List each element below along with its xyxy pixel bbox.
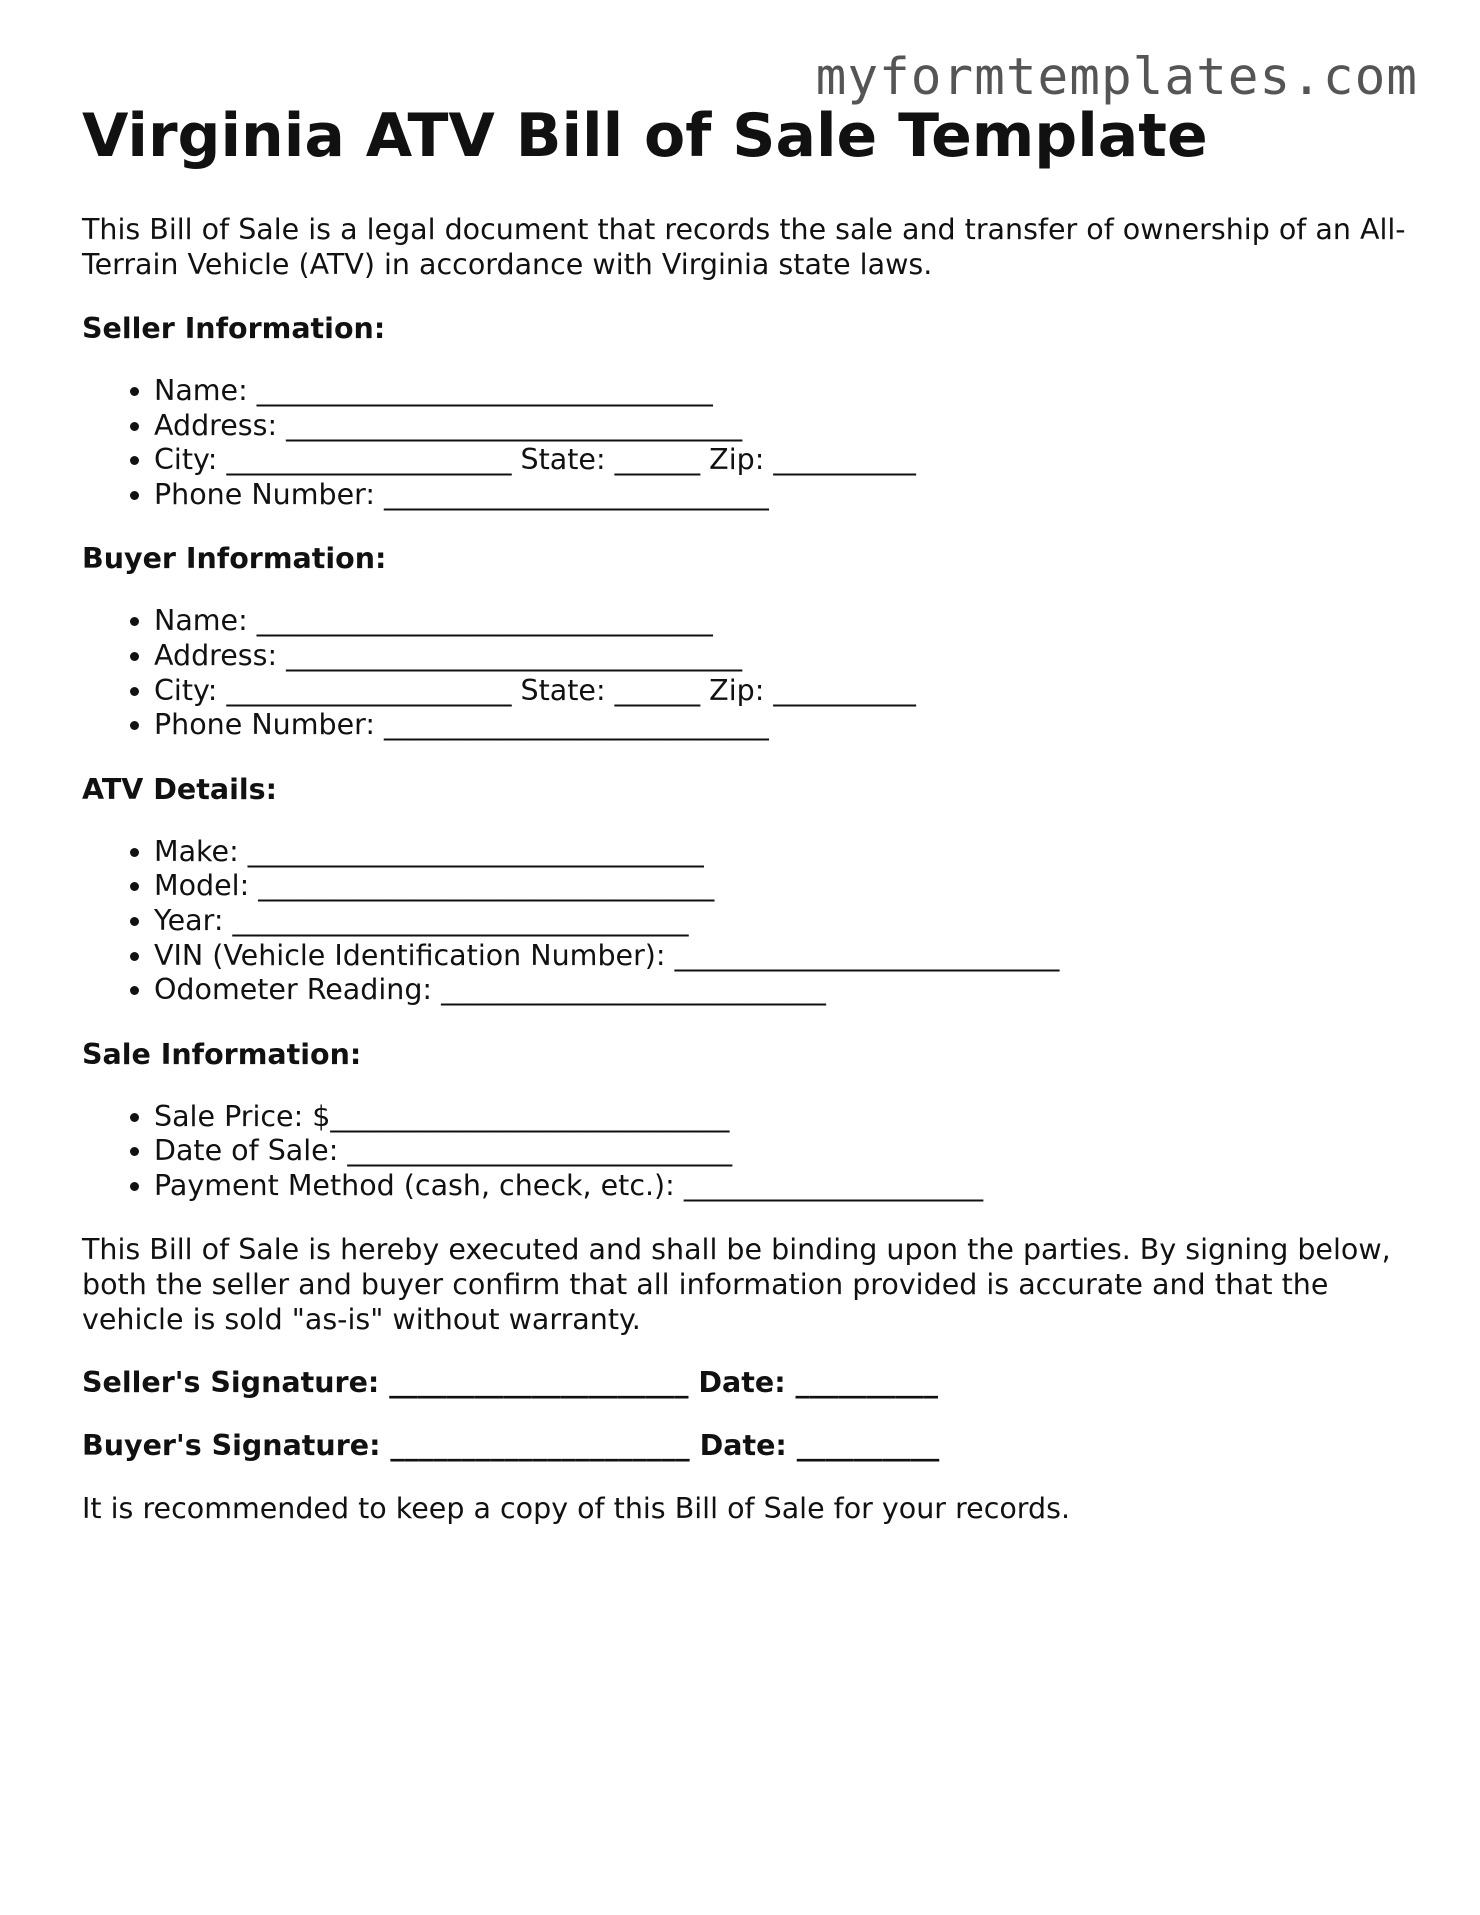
buyer-signature-line: Buyer's Signature: _____________________ Date: __________ bbox=[82, 1428, 940, 1462]
site-watermark: myformtemplates.com bbox=[815, 48, 1418, 107]
seller-phone-field: • Phone Number: ___________________________ bbox=[154, 478, 1412, 513]
closing-paragraph: This Bill of Sale is hereby executed and shall be binding upon the parties. By signing below, both the seller and buyer confirm that all information provided is accurate and that the vehicle is sold "as-is" without warranty. bbox=[82, 1232, 1391, 1336]
buyer-phone-field: • Phone Number: ___________________________ bbox=[154, 708, 1412, 743]
payment-method-field: • Payment Method (cash, check, etc.): _____________________ bbox=[154, 1169, 1412, 1204]
sale-price-field: • Sale Price: $____________________________ bbox=[154, 1100, 1412, 1135]
sale-field-list bbox=[82, 1100, 1412, 1204]
atv-make-field: • Make: ________________________________ bbox=[154, 835, 1412, 870]
seller-section-heading: Seller Information: bbox=[82, 312, 386, 345]
page-title: Virginia ATV Bill of Sale Template bbox=[82, 101, 1208, 171]
atv-year-field: • Year: ________________________________ bbox=[154, 904, 1412, 939]
seller-signature-line: Seller's Signature: _____________________ Date: __________ bbox=[82, 1365, 939, 1399]
document-page bbox=[82, 100, 1412, 1526]
atv-vin-field: • VIN (Vehicle Identification Number): ___________________________ bbox=[154, 939, 1412, 974]
seller-name-field: • Name: ________________________________ bbox=[154, 374, 1412, 409]
sale-section-heading: Sale Information: bbox=[82, 1037, 362, 1071]
recommendation-note: It is recommended to keep a copy of this Bill of Sale for your records. bbox=[82, 1491, 1071, 1525]
seller-city-state-zip-field: • City: ____________________ State: ______ Zip: __________ bbox=[154, 443, 1412, 478]
buyer-city-state-zip-field: • City: ____________________ State: ______ Zip: __________ bbox=[154, 674, 1412, 709]
atv-field-list bbox=[82, 835, 1412, 1008]
intro-paragraph: This Bill of Sale is a legal document that records the sale and transfer of ownership of an All-Terrain Vehicle (ATV) in accordance with Virginia state laws. bbox=[82, 213, 1406, 281]
buyer-section-heading: Buyer Information: bbox=[82, 542, 387, 576]
buyer-address-field: • Address: ________________________________ bbox=[154, 639, 1412, 674]
atv-section-heading: ATV Details: bbox=[82, 772, 278, 806]
buyer-name-field: • Name: ________________________________ bbox=[154, 604, 1412, 639]
sale-date-field: • Date of Sale: ___________________________ bbox=[154, 1134, 1412, 1169]
atv-odometer-field: • Odometer Reading: ___________________________ bbox=[154, 973, 1412, 1008]
atv-model-field: • Model: ________________________________ bbox=[154, 869, 1412, 904]
seller-address-field: • Address: ________________________________ bbox=[154, 409, 1412, 444]
buyer-field-list bbox=[82, 604, 1412, 742]
seller-field-list bbox=[82, 374, 1412, 512]
